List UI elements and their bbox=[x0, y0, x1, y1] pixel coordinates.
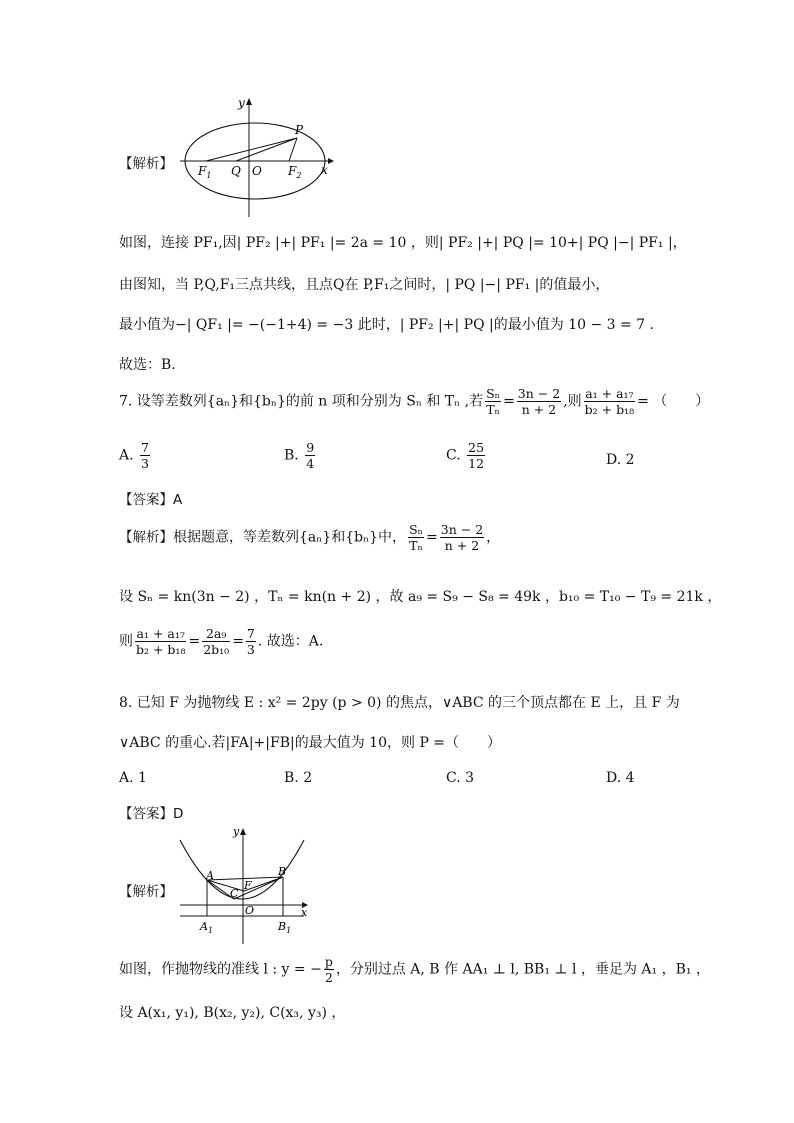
fig2-a1-label: A bbox=[200, 920, 208, 933]
fig2-x-label: x bbox=[301, 906, 308, 919]
fig1-x-label: x bbox=[321, 163, 328, 177]
q7-option-b: B. $\frac{9}{4}$ bbox=[284, 440, 315, 471]
fig1-q-label: Q bbox=[231, 164, 241, 178]
q7-stem: 7. 设等差数列{aₙ}和{bₙ}的前 n 项和分别为 Sₙ 和 Tₙ ,若 $\frac{\text{Sₙ}}{\text{Tₙ}}$ = $\frac{3n - 2}{n + 2}$ ,则 $\frac{\text{a₁ + a₁₇}}{\text{b₂ + b₁₈}}$ = （ ） bbox=[119, 386, 710, 417]
q7-solution-line2: 设 Sₙ = kn(3n − 2) ，Tₙ = kn(n + 2) ，故 a₉ = S₉ − S₈ = 49k ，b₁₀ = T₁₀ − T₉ = 21k ， bbox=[119, 589, 722, 605]
q8-stem-line2: ∨ABC 的重心.若|FA|+|FB|的最大值为 10，则 P =（ ） bbox=[119, 735, 502, 751]
q7-option-c: C. $\frac{25}{12}$ bbox=[446, 440, 485, 471]
fig1-f1-sub: 1 bbox=[206, 171, 212, 180]
ellipse-figure bbox=[170, 92, 340, 222]
fig1-f2-sub: 2 bbox=[296, 171, 302, 180]
fig2-c-label: C bbox=[230, 887, 239, 900]
q7-option-d: D. 2 bbox=[606, 452, 635, 468]
block1-line3: 最小值为−| QF₁ |= −(−1+4) = −3 此时，| PF₂ |+| PQ |的最小值为 10 − 3 = 7 . bbox=[119, 317, 654, 333]
q8-solution-line2: 设 A(x₁, y₁), B(x₂, y₂), C(x₃, y₃) ， bbox=[119, 1005, 346, 1021]
analysis-tag: 【解析】 bbox=[119, 156, 173, 172]
q8-option-c: C. 3 bbox=[446, 770, 475, 786]
fig2-b-label: B bbox=[278, 865, 287, 878]
fig2-a-label: A bbox=[206, 869, 214, 882]
fig2-y-label: y bbox=[233, 825, 240, 838]
fig2-f-label: F bbox=[244, 879, 252, 892]
q7-answer: 【答案】A bbox=[119, 492, 183, 508]
parabola-figure bbox=[170, 822, 320, 946]
q7-stem-a: 7. 设等差数列{aₙ}和{bₙ}的前 n 项和分别为 Sₙ 和 Tₙ ,若 bbox=[119, 393, 484, 410]
fig2-b1-label: B bbox=[278, 920, 287, 933]
q8-option-d: D. 4 bbox=[606, 770, 635, 786]
fig2-a1-sub: 1 bbox=[207, 926, 214, 935]
q7-solution-line3: 则 $\frac{\text{a₁ + a₁₇}}{\text{b₂ + b₁₈}}$ = $\frac{\text{2a₉}}{\text{2b₁₀}}$ = $\frac{7}{3}$ . 故选：A. bbox=[119, 626, 324, 657]
q8-analysis-tag: 【解析】 bbox=[119, 884, 173, 900]
q7-stem-frac2: $\frac{3n - 2}{n + 2}$ bbox=[517, 386, 561, 417]
fig2-o-label: O bbox=[245, 904, 255, 917]
svg-text:F2 bbox=[287, 164, 301, 180]
q8-stem-line1: 8. 已知 F 为抛物线 E : x² = 2py (p > 0) 的焦点，∨ABC 的三个顶点都在 E 上，且 F 为 bbox=[119, 695, 680, 711]
block1-line1: 如图，连接 PF₁,因| PF₂ |+| PF₁ |= 2a = 10 ，则| PF₂ |+| PQ |= 10+| PQ |−| PF₁ |， bbox=[119, 235, 687, 251]
q8-option-b: B. 2 bbox=[284, 770, 313, 786]
block1-line4: 故选：B. bbox=[119, 357, 176, 373]
fig1-f2-label: F bbox=[288, 164, 297, 178]
fig1-f1-label: F bbox=[198, 164, 207, 178]
q7-stem-frac1: $\frac{\text{Sₙ}}{\text{Tₙ}}$ bbox=[486, 386, 501, 417]
q8-answer: 【答案】D bbox=[119, 806, 184, 822]
svg-text:F1 bbox=[197, 164, 211, 180]
fig1-p-label: P bbox=[295, 123, 304, 137]
fig1-y-label: y bbox=[238, 96, 245, 110]
svg-text:A1 bbox=[199, 920, 213, 935]
q7-stem-frac3: $\frac{\text{a₁ + a₁₇}}{\text{b₂ + b₁₈}}$ bbox=[584, 386, 635, 417]
fig2-b1-sub: 1 bbox=[286, 926, 292, 935]
q7-option-a: A. $\frac{7}{3}$ bbox=[119, 440, 149, 471]
q8-option-a: A. 1 bbox=[119, 770, 147, 786]
svg-text:B1 bbox=[277, 920, 291, 935]
q7-solution-line1: 【解析】根据题意，等差数列{aₙ}和{bₙ}中， $\frac{\text{Sₙ}}{\text{Tₙ}}$ = $\frac{3n - 2}{n + 2}$ ， bbox=[119, 522, 501, 553]
q8-solution-line1: 如图，作抛物线的准线 l : y = − $\frac{p}{2}$ ，分别过点 A, B 作 AA₁ ⊥ l, BB₁ ⊥ l ，垂足为 A₁ ，B₁ ， bbox=[119, 954, 710, 985]
fig1-o-label: O bbox=[252, 164, 262, 178]
block1-line2: 由图知，当 P,Q,F₁三点共线，且点Q在 P,F₁之间时，| PQ |−| PF₁ |的值最小， bbox=[119, 277, 610, 293]
